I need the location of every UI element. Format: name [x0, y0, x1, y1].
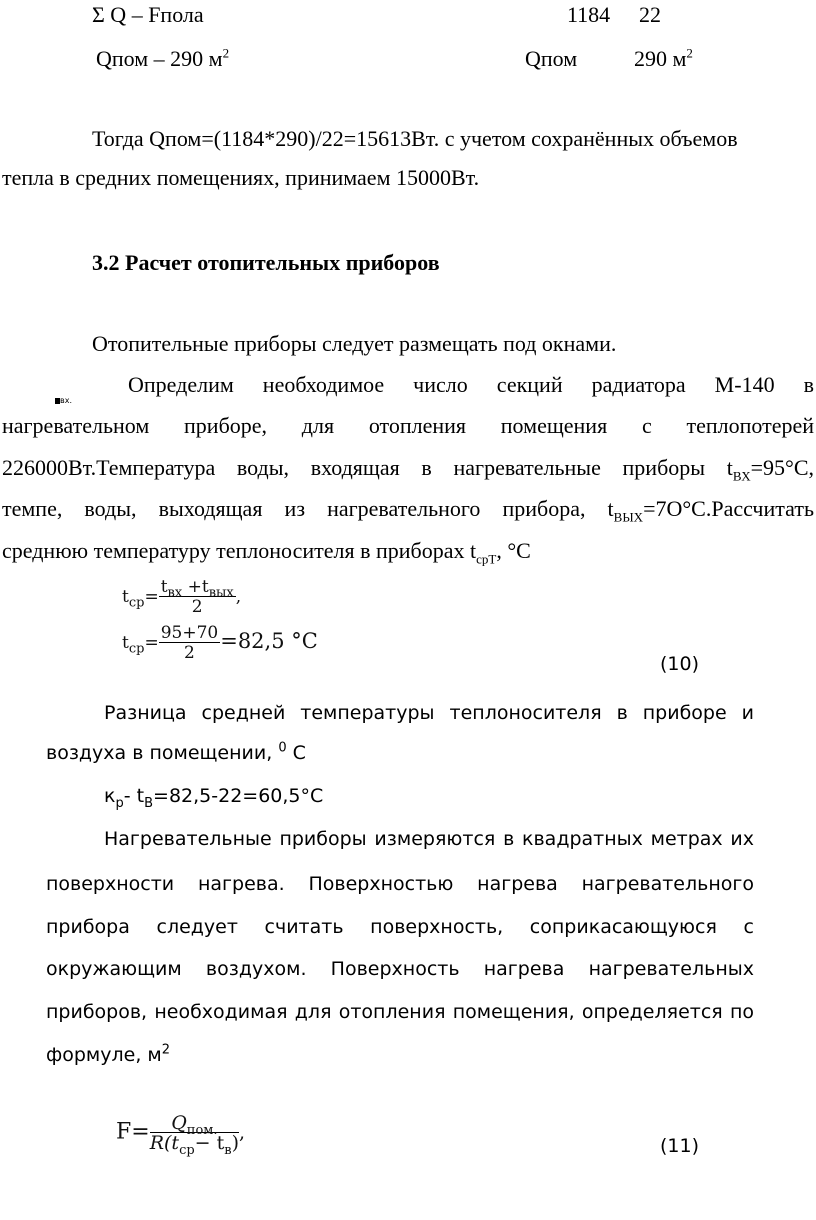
top-row-1 — [92, 0, 712, 30]
section-heading: 3.2 Расчет отопительных приборов — [92, 250, 440, 275]
top-row-1-left: Σ Q – Fпола — [92, 2, 204, 27]
para1-line1: Тогда Qпом=(1184*290)/22=15613Вт. с учетом сохранённых объемов — [92, 126, 738, 151]
para3-line3: 226000Вт.Температура воды, входящая в нагревательные приборы $t_{ВХ}=95^\circ С$, — [2, 455, 814, 484]
para4-line2: воздуха в помещении, $^0$ С — [46, 740, 306, 764]
top-row-1-value-a: 1184 — [567, 2, 611, 27]
para2: Отопительные приборы следует размещать под окнами. — [92, 331, 617, 356]
para5-line1: Нагревательные приборы измеряются в квадратных метрах их — [104, 828, 754, 850]
para3-line1: Определим необходимое число секций радиатора М-140 в — [128, 372, 814, 397]
top-row-2-value-b: 290 $м^2$ — [634, 45, 693, 71]
para5-line3: прибора следует считать поверхность, соприкасающуюся с — [46, 916, 754, 938]
para3-line4: темпе, воды, выходящая из нагревательного прибора, $t_{ВЫХ}=7О^\circ С.Рассчитать$ — [2, 496, 814, 525]
formula11: F= $\frac{Q_{пом.}}{R(t_{ср}- t_в)}$ , — [116, 1112, 246, 1158]
formula10-line1: $t_{ср}=$ $\frac{t_{вх} +t_{вых}}{2}$ , — [122, 577, 242, 617]
top-row-2-left: Qпом – 290 $м^2$ — [96, 45, 230, 71]
top-row-1-value-b: 22 — [639, 2, 661, 27]
para3-line2: нагревательном приборе, для отопления помещения с теплопотерей — [2, 413, 814, 438]
para5-line5: приборов, необходимая для отопления помещения, определяется по — [46, 1001, 754, 1023]
para1-line2: тепла в средних помещениях, принимаем 15000Вт. — [2, 165, 480, 190]
formula10-number: (10) — [660, 653, 700, 675]
calc-line: $к_р-$ $t_В=82,5-22=60,5^\circ С$ — [104, 785, 324, 811]
para5-line6: формуле, $м^2$ — [46, 1042, 171, 1066]
formula10-fraction2: $\frac{95+70}{2}$ — [160, 623, 219, 663]
para5-line4: окружающим воздухом. Поверхность нагрева нагревательных — [46, 958, 754, 980]
para4-line1: Разница средней температуры теплоносителя в приборе и — [104, 702, 754, 724]
formula11-number: (11) — [660, 1135, 700, 1157]
para5-line2: поверхности нагрева. Поверхностью нагрева нагревательного — [46, 873, 754, 895]
top-row-2-value-a: Qпом — [525, 46, 578, 71]
formula11-fraction: $\frac{Q_{пом.}}{R(t_{ср}- t_в)}$ — [149, 1112, 240, 1158]
top-row-2 — [96, 44, 716, 74]
formula10-line2: $t_{ср}=$ $\frac{95+70}{2}$ =82,5 °С — [122, 623, 318, 663]
para3-line5: среднюю температуру теплоносителя в приборах $t_{срТ}$, °С — [2, 538, 531, 567]
stray-mark: вх. — [55, 397, 72, 405]
formula10-fraction1: $\frac{t_{вх} +t_{вых}}{2}$ — [160, 577, 234, 617]
